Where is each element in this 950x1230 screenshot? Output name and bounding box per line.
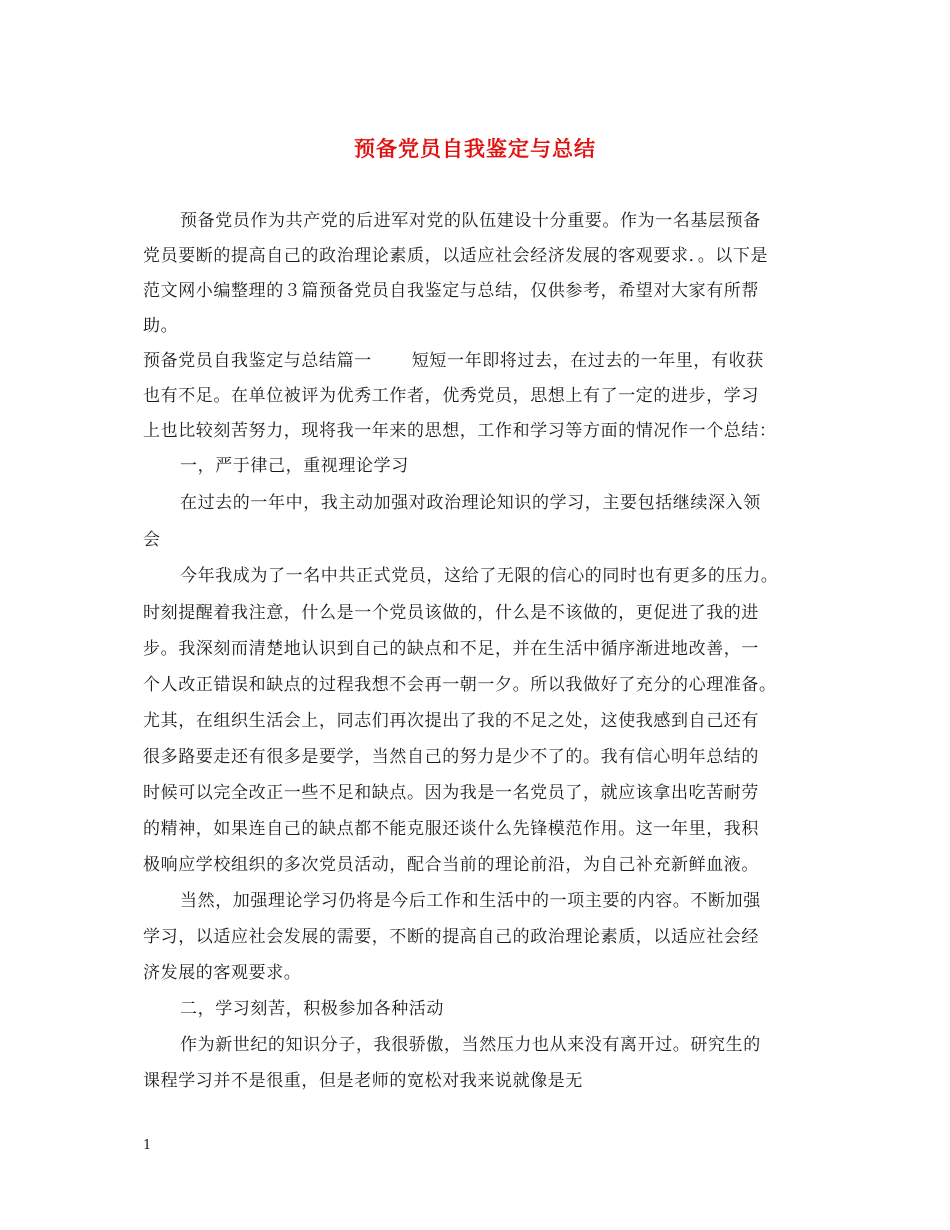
paragraph-line: 课程学习并不是很重，但是老师的宽松对我来说就像是无 (143, 1071, 583, 1091)
paragraph-line: 很多路要走还有很多是要学，当然自己的努力是少不了的。我有信心明年总结的 (143, 747, 759, 767)
paragraph-line: 范文网小编整理的３篇预备党员自我鉴定与总结，仅供参考，希望对大家有所帮 (143, 281, 759, 301)
paragraph-line: 极响应学校组织的多次党员活动，配合当前的理论前沿，为自己补充新鲜血液。 (143, 855, 759, 875)
paragraph-line: 的精神，如果连自己的缺点都不能克服还谈什么先锋模范作用。这一年里，我积 (143, 819, 759, 839)
paragraph-line: 当然，加强理论学习仍将是今后工作和生活中的一项主要的内容。不断加强 (180, 891, 761, 911)
paragraph-line: 党员要断的提高自己的政治理论素质，以适应社会经济发展的客观要求．。以下是 (143, 246, 769, 266)
paragraph-line: 会 (143, 530, 161, 550)
section-heading: 二，学习刻苦，积极参加各种活动 (180, 999, 444, 1019)
paragraph-line: 在过去的一年中，我主动加强对政治理论知识的学习，主要包括继续深入领 (180, 493, 761, 513)
page-number: 1 (143, 1138, 152, 1153)
paragraph-line: 预备党员作为共产党的后进军对党的队伍建设十分重要。作为一名基层预备 (180, 211, 761, 231)
paragraph-line (143, 351, 823, 371)
section-heading: 预备党员自我鉴定与总结篇一 (143, 351, 372, 371)
section-heading: 一，严于律己，重视理论学习 (180, 456, 409, 476)
paragraph-line: 步。我深刻而清楚地认识到自己的缺点和不足，并在生活中循序渐进地改善，一 (143, 639, 759, 659)
document-title: 预备党员自我鉴定与总结 (354, 136, 596, 161)
paragraph-line: 助。 (143, 316, 179, 336)
paragraph-line: 也有不足。在单位被评为优秀工作者，优秀党员，思想上有了一定的进步，学习 (143, 386, 759, 406)
paragraph-line: 时候可以完全改正一些不足和缺点。因为我是一名党员了，就应该拿出吃苦耐劳 (143, 783, 759, 803)
paragraph-line: 作为新世纪的知识分子，我很骄傲，当然压力也从来没有离开过。研究生的 (180, 1035, 761, 1055)
paragraph-line: 个人改正错误和缺点的过程我想不会再一朝一夕。所以我做好了充分的心理准备。 (143, 675, 777, 695)
paragraph-line: 上也比较刻苦努力，现将我一年来的思想，工作和学习等方面的情况作一个总结： (143, 421, 777, 441)
paragraph-line: 尤其，在组织生活会上，同志们再次提出了我的不足之处，这使我感到自己还有 (143, 711, 759, 731)
paragraph-line: 学习，以适应社会发展的需要，不断的提高自己的政治理论素质，以适应社会经 (143, 927, 759, 947)
paragraph-line: 今年我成为了一名中共正式党员，这给了无限的信心的同时也有更多的压力。 (180, 566, 779, 586)
paragraph-line: 济发展的客观要求。 (143, 963, 302, 983)
paragraph-line: 时刻提醒着我注意，什么是一个党员该做的，什么是不该做的，更促进了我的进 (143, 603, 759, 623)
paragraph-text: 短短一年即将过去，在过去的一年里，有收获 (411, 351, 764, 371)
